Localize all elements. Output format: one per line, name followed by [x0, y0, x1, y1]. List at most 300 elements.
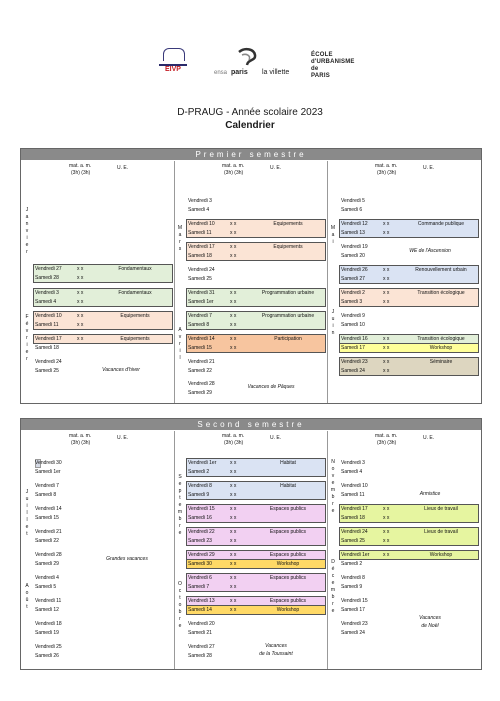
session-marks: x x: [230, 584, 237, 590]
column-header-ue: U. E.: [423, 165, 435, 171]
month-letter: r: [332, 501, 334, 507]
session-marks: x x: [77, 313, 84, 319]
month-letter: O: [178, 581, 182, 587]
session-marks: x x: [230, 253, 237, 259]
date-label: Vendredi 8: [188, 483, 212, 489]
session-marks: x x: [230, 221, 237, 227]
villette-text: la villette: [262, 69, 290, 76]
column-header-hours: (3h) (3h): [224, 440, 244, 446]
session-marks: x x: [383, 538, 390, 544]
date-label: Vendredi 10: [35, 313, 62, 319]
date-label: Vendredi 7: [35, 483, 59, 489]
month-letter: i: [26, 235, 28, 241]
column-header-ue: U. E.: [117, 165, 129, 171]
month-letter: o: [178, 602, 182, 608]
date-row: [188, 197, 326, 205]
month-letter: M: [177, 225, 183, 231]
date-row: [35, 344, 173, 352]
date-row: [341, 197, 479, 205]
date-label: Vendredi 20: [188, 621, 215, 627]
session-marks: x x: [230, 244, 237, 250]
month-letter: i: [26, 503, 28, 509]
month-letter: e: [331, 508, 335, 514]
date-row: [35, 629, 173, 637]
session-marks: x x: [230, 598, 237, 604]
date-label: Samedi 12: [35, 607, 59, 613]
month-letter: e: [25, 524, 29, 530]
ue-label: Espaces publics: [269, 529, 307, 535]
holiday-note: Armistice: [419, 491, 441, 497]
session-marks: x x: [230, 313, 237, 319]
date-label: Vendredi 21: [188, 359, 215, 365]
column-header-ue: U. E.: [423, 435, 435, 441]
ue-label: Fondamentaux: [118, 266, 152, 272]
session-marks: x x: [77, 299, 84, 305]
date-label: Vendredi 28: [188, 381, 215, 387]
month-letter: e: [331, 580, 335, 586]
month-letter: r: [179, 523, 181, 529]
date-row: [35, 459, 173, 467]
date-row: [341, 528, 479, 536]
date-row: [188, 620, 326, 628]
date-row: [188, 583, 326, 591]
date-row: [188, 551, 326, 559]
month-letter: v: [25, 328, 29, 334]
date-row: [341, 321, 479, 329]
month-letter: J: [331, 309, 335, 315]
date-label: Vendredi 29: [188, 552, 215, 558]
month-letter: p: [178, 488, 182, 494]
date-label: Samedi 20: [341, 253, 365, 259]
month-letter: J: [25, 489, 29, 495]
ensa-text: ensa: [214, 70, 228, 76]
date-row: [341, 551, 479, 559]
date-row: [35, 298, 173, 306]
month-letter: e: [178, 530, 182, 536]
date-row: [341, 482, 479, 490]
date-row: [35, 468, 173, 476]
eivp-logo: [157, 48, 189, 82]
date-row: [188, 206, 326, 214]
session-marks: x x: [383, 506, 390, 512]
date-row: [188, 358, 326, 366]
month-letter: e: [178, 623, 182, 629]
session-marks: x x: [230, 561, 237, 567]
month-letter: u: [25, 496, 29, 502]
eup-line: d'URBANISME: [311, 59, 355, 65]
date-row: [35, 312, 173, 320]
date-row: [188, 344, 326, 352]
date-label: Samedi 23: [188, 538, 212, 544]
column-header-ma: mat. a. m.: [222, 433, 245, 439]
date-row: [188, 220, 326, 228]
month-letter: s: [178, 246, 182, 252]
month-letter: A: [178, 327, 182, 333]
session-marks: x x: [383, 368, 390, 374]
ue-label: Lieux de travail: [424, 506, 458, 512]
date-label: Vendredi 9: [341, 313, 365, 319]
month-letter: S: [178, 474, 182, 480]
date-label: Vendredi 10: [188, 221, 215, 227]
date-row: [341, 606, 479, 614]
ue-label: Renouvellement urbain: [415, 267, 467, 273]
date-label: Vendredi 24: [341, 529, 368, 535]
date-row: [341, 560, 479, 568]
date-row: [188, 252, 326, 260]
session-marks: x x: [383, 267, 390, 273]
ue-label: Espaces publics: [269, 506, 307, 512]
month-letter: v: [331, 473, 335, 479]
ue-label: Habitat: [280, 460, 296, 466]
date-row: [341, 629, 479, 637]
vacation-note: Vacances: [265, 643, 287, 649]
month-letter: a: [178, 232, 182, 238]
month-letter: i: [332, 239, 334, 245]
date-label: Vendredi 21: [35, 529, 62, 535]
date-label: Samedi 21: [188, 630, 212, 636]
date-label: Samedi 17: [341, 607, 365, 613]
month-letter: m: [330, 487, 336, 493]
session-marks: x x: [230, 345, 237, 351]
ue-label: Lieux de travail: [424, 529, 458, 535]
vacation-note: Grandes vacances: [106, 556, 148, 562]
column-divider: [174, 431, 175, 669]
month-letter: v: [178, 334, 182, 340]
session-marks: x x: [230, 469, 237, 475]
date-row: [188, 312, 326, 320]
session-marks: x x: [230, 506, 237, 512]
month-letter: m: [330, 587, 336, 593]
ue-label: Transition écologique: [417, 290, 465, 296]
month-letter: b: [331, 494, 335, 500]
month-letter: b: [331, 594, 335, 600]
session-marks: x x: [383, 221, 390, 227]
month-letter: b: [178, 516, 182, 522]
date-row: [341, 266, 479, 274]
date-label: Vendredi 16: [341, 336, 368, 342]
date-label: Samedi 16: [188, 515, 212, 521]
date-label: Samedi 29: [35, 561, 59, 567]
date-label: Vendredi 3: [188, 198, 212, 204]
date-label: Vendredi 30: [35, 460, 62, 466]
session-marks: x x: [383, 345, 390, 351]
column-header-ue: U. E.: [270, 165, 282, 171]
semester-2-table: [20, 418, 482, 670]
date-label: Vendredi 10: [341, 483, 368, 489]
month-letter: c: [178, 588, 182, 594]
ue-label: Workshop: [276, 607, 300, 613]
date-row: [35, 643, 173, 651]
date-row: [35, 482, 173, 490]
date-label: Vendredi 17: [341, 506, 368, 512]
ue-label: Habitat: [280, 483, 296, 489]
ue-label: Espaces publics: [269, 575, 307, 581]
date-row: [188, 266, 326, 274]
session-marks: x x: [230, 483, 237, 489]
column-header-ma: mat. a. m.: [69, 163, 92, 169]
date-label: Vendredi 6: [188, 575, 212, 581]
date-row: [188, 629, 326, 637]
date-row: [35, 335, 173, 343]
column-header-hours: (3h) (3h): [224, 170, 244, 176]
date-label: Samedi 8: [35, 492, 57, 498]
date-row: [35, 583, 173, 591]
month-letter: a: [331, 232, 335, 238]
date-row: [35, 358, 173, 366]
date-label: Samedi 25: [341, 538, 365, 544]
date-label: Vendredi 22: [188, 529, 215, 535]
ue-label: Equipements: [273, 244, 303, 250]
date-label: Samedi 15: [35, 515, 59, 521]
page-subtitle: Calendrier: [225, 120, 275, 131]
column-header-hours: (3h) (3h): [71, 170, 91, 176]
date-label: Samedi 11: [341, 492, 365, 498]
date-label: Vendredi 18: [35, 621, 62, 627]
column-header-ma: mat. a. m.: [375, 433, 398, 439]
eup-line: ÉCOLE: [311, 52, 333, 58]
date-label: Samedi 26: [35, 653, 59, 659]
session-marks: x x: [383, 230, 390, 236]
date-label: Samedi 18: [188, 253, 212, 259]
date-label: Vendredi 1er: [341, 552, 370, 558]
semester-header: Premier semestre: [21, 149, 481, 160]
month-letter: m: [177, 509, 183, 515]
date-label: Samedi 28: [188, 653, 212, 659]
month-letter: A: [25, 583, 29, 589]
date-row: [35, 265, 173, 273]
session-marks: x x: [383, 276, 390, 282]
month-letter: t: [179, 595, 181, 601]
session-marks: x x: [77, 275, 84, 281]
month-letter: l: [26, 517, 28, 523]
session-marks: x x: [77, 290, 84, 296]
date-label: Samedi 9: [341, 584, 363, 590]
paris-text: paris: [231, 69, 248, 76]
date-label: Samedi 30: [188, 561, 212, 567]
date-label: Samedi 18: [341, 515, 365, 521]
date-row: [188, 505, 326, 513]
session-marks: x x: [77, 266, 84, 272]
month-letter: N: [331, 459, 335, 465]
date-row: [35, 606, 173, 614]
date-row: [341, 298, 479, 306]
column-header-ma: mat. a. m.: [69, 433, 92, 439]
ue-label: Equipements: [273, 221, 303, 227]
date-label: Vendredi 27: [35, 266, 62, 272]
month-letter: t: [26, 604, 28, 610]
date-row: [341, 289, 479, 297]
date-label: Samedi 25: [35, 368, 59, 374]
date-row: [341, 367, 479, 375]
month-letter: u: [331, 316, 335, 322]
date-row: [341, 574, 479, 582]
semester-header: Second semestre: [21, 419, 481, 430]
month-letter: e: [178, 502, 182, 508]
date-label: Vendredi 31: [188, 290, 215, 296]
eivp-text: EIVP: [165, 66, 181, 73]
month-letter: i: [332, 323, 334, 329]
date-label: Samedi 2: [341, 561, 363, 567]
date-row: [341, 206, 479, 214]
month-letter: û: [25, 597, 29, 603]
date-label: Vendredi 14: [188, 336, 215, 342]
holiday-note: WE de l'Ascension: [409, 248, 451, 254]
date-row: [188, 275, 326, 283]
logo-bar: [0, 46, 500, 86]
date-row: [341, 583, 479, 591]
date-label: Samedi 7: [188, 584, 210, 590]
date-row: [341, 468, 479, 476]
date-label: Samedi 25: [188, 276, 212, 282]
date-row: [188, 289, 326, 297]
date-label: Vendredi 8: [341, 575, 365, 581]
ue-label: Programmation urbaine: [261, 290, 315, 296]
column-header-ma: mat. a. m.: [375, 163, 398, 169]
date-label: Samedi 1er: [188, 299, 214, 305]
date-label: Samedi 22: [188, 368, 212, 374]
page-title: D-PRAUG - Année scolaire 2023: [177, 107, 323, 118]
date-row: [341, 358, 479, 366]
date-label: Samedi 19: [35, 630, 59, 636]
month-letter: J: [25, 207, 29, 213]
date-label: Vendredi 19: [341, 244, 368, 250]
date-label: Samedi 15: [188, 345, 212, 351]
date-label: Samedi 4: [341, 469, 363, 475]
month-letter: n: [25, 221, 29, 227]
date-label: Samedi 8: [188, 322, 210, 328]
date-label: Vendredi 26: [341, 267, 368, 273]
date-label: Samedi 17: [341, 345, 365, 351]
date-label: Samedi 29: [188, 390, 212, 396]
month-letter: é: [331, 566, 335, 572]
session-marks: x x: [77, 322, 84, 328]
session-marks: x x: [383, 552, 390, 558]
ue-label: Participation: [274, 336, 302, 342]
date-row: [341, 505, 479, 513]
date-label: Samedi 24: [341, 368, 365, 374]
session-marks: x x: [383, 336, 390, 342]
date-label: Vendredi 23: [341, 621, 368, 627]
eup-line: de: [311, 66, 319, 72]
month-letter: F: [25, 314, 29, 320]
date-row: [188, 389, 326, 397]
date-label: Samedi 1er: [35, 469, 61, 475]
date-row: [188, 459, 326, 467]
month-letter: b: [178, 609, 182, 615]
date-label: Vendredi 25: [35, 644, 62, 650]
column-divider: [327, 431, 328, 669]
month-letter: e: [25, 349, 29, 355]
month-letter: r: [26, 335, 28, 341]
column-header-hours: (3h) (3h): [377, 440, 397, 446]
date-label: Samedi 27: [341, 276, 365, 282]
date-row: [35, 491, 173, 499]
date-label: Samedi 22: [35, 538, 59, 544]
ue-label: Espaces publics: [269, 598, 307, 604]
date-label: Vendredi 15: [188, 506, 215, 512]
ue-label: Commande publique: [417, 221, 465, 227]
date-row: [188, 321, 326, 329]
date-row: [35, 505, 173, 513]
session-marks: x x: [230, 552, 237, 558]
date-row: [341, 459, 479, 467]
column-header-hours: (3h) (3h): [71, 440, 91, 446]
date-label: Samedi 11: [188, 230, 212, 236]
date-label: Vendredi 12: [341, 221, 368, 227]
month-letter: r: [26, 249, 28, 255]
month-letter: é: [25, 321, 29, 327]
date-label: Samedi 3: [341, 299, 363, 305]
month-letter: v: [25, 228, 29, 234]
date-row: [188, 243, 326, 251]
date-row: [341, 537, 479, 545]
session-marks: x x: [383, 359, 390, 365]
session-marks: x x: [230, 336, 237, 342]
date-label: Vendredi 11: [35, 598, 62, 604]
vacation-note: Vacances: [419, 615, 441, 621]
date-row: [35, 620, 173, 628]
swirl-icon: [236, 46, 258, 68]
month-letter: e: [331, 480, 335, 486]
date-row: [188, 528, 326, 536]
month-letter: D: [331, 559, 335, 565]
session-marks: x x: [230, 607, 237, 613]
date-label: Vendredi 24: [188, 267, 215, 273]
session-marks: x x: [383, 529, 390, 535]
month-letter: e: [178, 481, 182, 487]
month-letter: o: [25, 590, 29, 596]
date-row: [341, 312, 479, 320]
date-label: Samedi 9: [188, 492, 210, 498]
date-label: Samedi 18: [35, 345, 59, 351]
date-label: Vendredi 14: [35, 506, 62, 512]
column-divider: [174, 161, 175, 403]
date-row: [35, 514, 173, 522]
eup-logo: [311, 52, 371, 84]
date-row: [35, 574, 173, 582]
month-letter: a: [25, 214, 29, 220]
month-letter: r: [179, 341, 181, 347]
date-label: Vendredi 1er: [188, 460, 217, 466]
column-header-ma: mat. a. m.: [222, 163, 245, 169]
date-row: [35, 289, 173, 297]
date-row: [188, 298, 326, 306]
date-label: Vendredi 28: [35, 552, 62, 558]
date-row: [188, 468, 326, 476]
date-label: Samedi 4: [35, 299, 57, 305]
date-label: Samedi 5: [35, 584, 57, 590]
building-icon: [159, 50, 187, 66]
month-letter: r: [26, 356, 28, 362]
date-row: [341, 220, 479, 228]
date-row: [188, 574, 326, 582]
vacation-note: de la Toussaint: [259, 651, 293, 657]
session-marks: x x: [230, 230, 237, 236]
date-label: Samedi 11: [35, 322, 59, 328]
date-label: Samedi 24: [341, 630, 365, 636]
session-marks: x x: [230, 575, 237, 581]
ue-label: Séminaire: [429, 359, 453, 365]
date-row: [188, 597, 326, 605]
date-row: [188, 606, 326, 614]
date-label: Samedi 10: [341, 322, 365, 328]
date-label: Samedi 14: [188, 607, 212, 613]
month-letter: i: [179, 348, 181, 354]
session-marks: x x: [230, 515, 237, 521]
date-label: Vendredi 27: [188, 644, 215, 650]
date-row: [188, 482, 326, 490]
session-marks: x x: [230, 529, 237, 535]
